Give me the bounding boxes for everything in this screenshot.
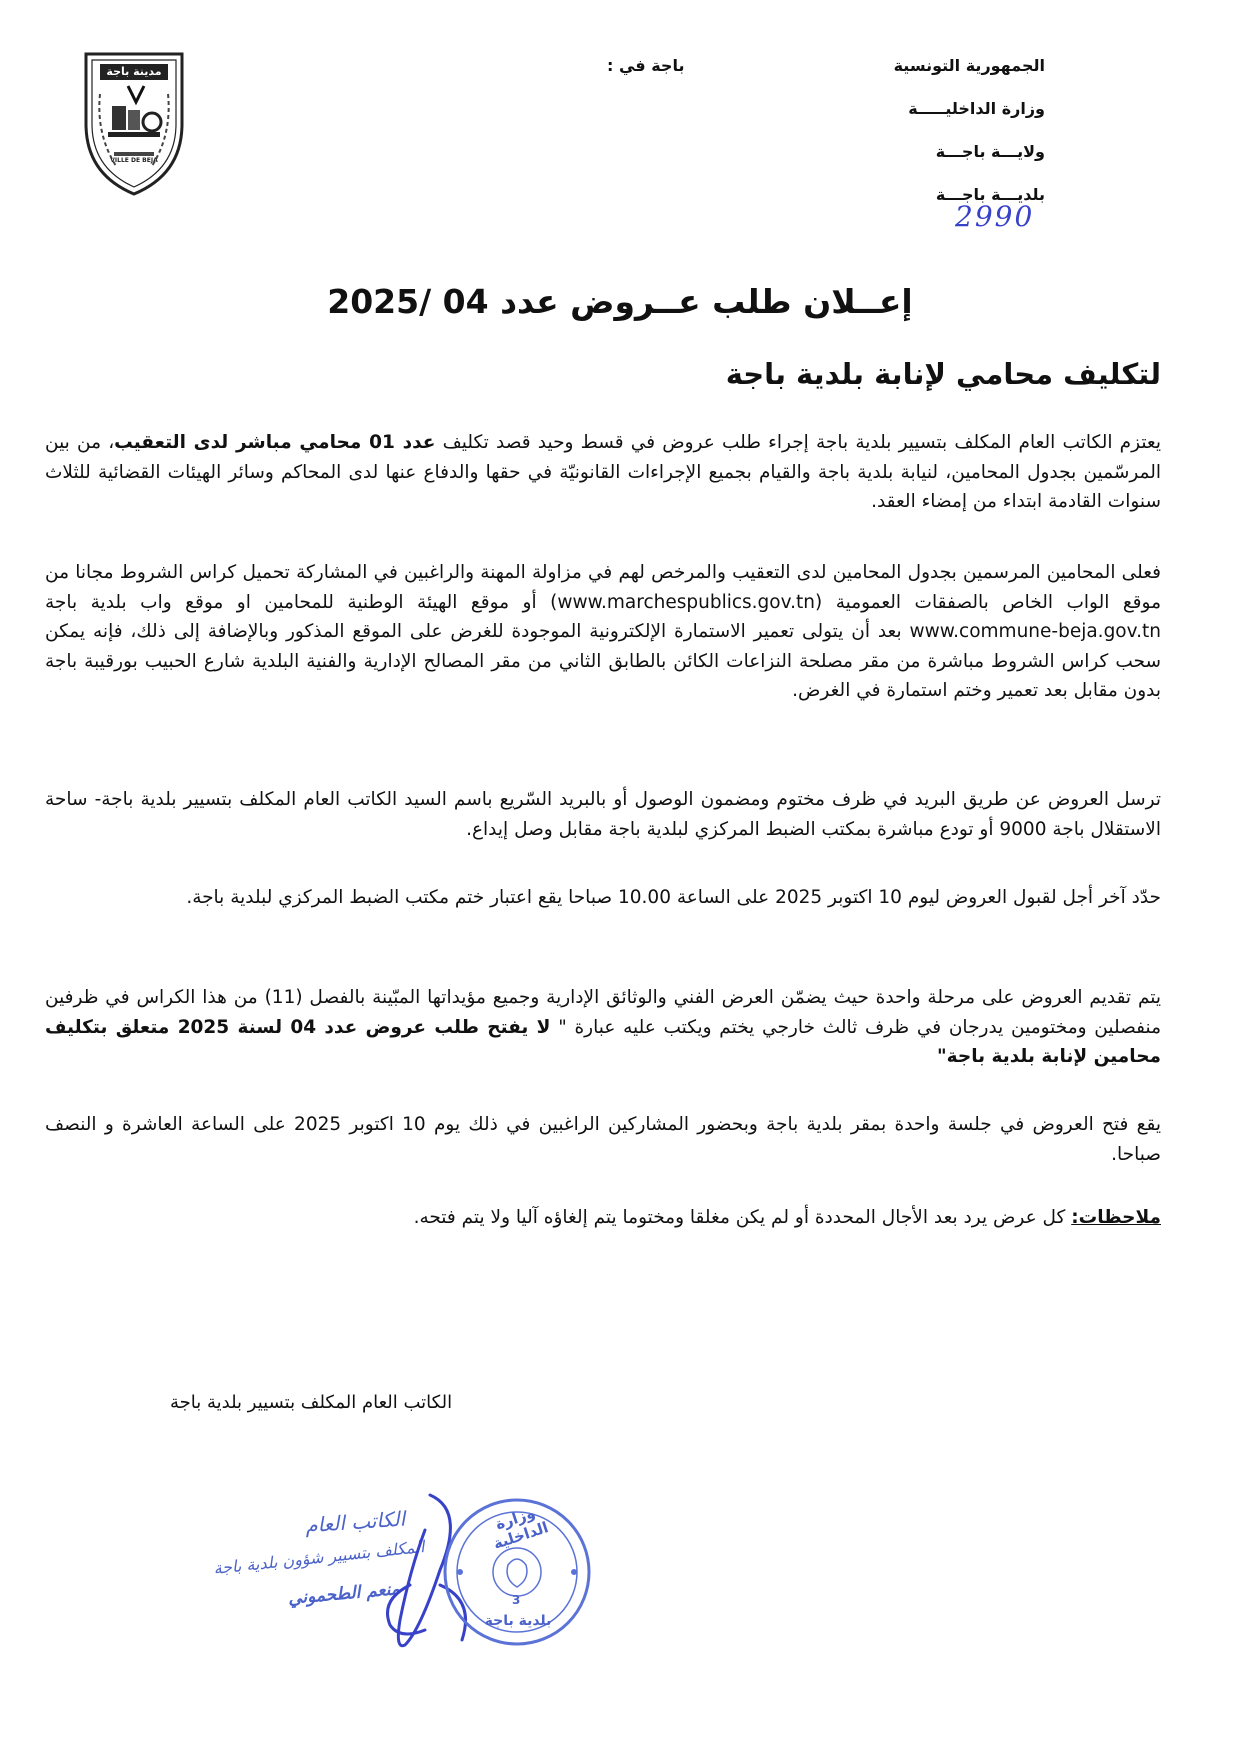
paragraph-download-conditions: فعلى المحامين المرسمين بجدول المحامين لدى التعقيب والمرخص لهم في مزاولة المهنة والراغبين في المشاركة تحميل كراس الشروط مجانا من موقع الواب الخاص بالصفقات العمومية (www.marchespublics.gov.tn) أو موقع الهيئة الوطنية للمحامين او موقع واب بلدية باجة www.commune-beja.gov.tn بعد أن يتولى تعمير الاستمارة الإلكترونية الموجودة للغرض على الموقع المذكور وبالإضافة إلى ذلك، فإنه يمكن سحب كراس الشروط مباشرة من مقر مصلحة النزاعات الكائن بالطابق الثاني من مقر المصالح الإدارية والفنية البلدية شارع الحبيب بورقيبة باجة بدون مقابل بعد تعمير وختم استمارة في الغرض.: [45, 562, 1161, 701]
stamp-round-bottom: بلدية باجة: [484, 1613, 552, 1629]
header-line-governorate: ولايـــة باجـــة: [935, 142, 1045, 161]
paragraph-intent: [45, 428, 1161, 517]
notes-line: [414, 1203, 1161, 1233]
logo-bottom-text: VILLE DE BEJA: [110, 157, 158, 164]
paragraph-deadline: حدّد آخر أجل لقبول العروض ليوم 10 اكتوبر 2025 على الساعة 10.00 صباحا يقع اعتبار ختم مكتب الضبط المركزي لبلدية باجة.: [186, 887, 1161, 908]
notice-title: إعــلان طلب عــروض عدد 04 /2025: [327, 282, 913, 321]
paragraph-intent-bold: عدد 01 محامي مباشر لدى التعقيب: [114, 432, 436, 453]
stamp-line-role: المكلف بتسيير شؤون بلدية باجة: [212, 1536, 426, 1579]
header-line-ministry: وزارة الداخليـــــة: [908, 99, 1045, 118]
paragraph-submission-method: ترسل العروض عن طريق البريد في ظرف مختوم ومضمون الوصول أو بالبريد السّريع باسم السيد الكاتب العام المكلف بتسيير بلدية باجة- ساحة الاستقلال باجة 9000 أو تودع مباشرة بمكتب الضبط المركزي لبلدية باجة مقابل وصل إيداع.: [45, 789, 1161, 840]
stamp-round-top: وزارة الداخلية: [491, 1503, 551, 1553]
notes-text: كل عرض يرد بعد الأجال المحددة أو لم يكن مغلقا ومختوما يتم إلغاؤه آليا ولا يتم فتحه.: [413, 1207, 1072, 1228]
stamp-round-number: 3: [512, 1593, 521, 1607]
paragraph-envelope-bold: لا يفتح طلب عروض عدد 04 لسنة 2025 متعلق بتكليف محامين لإنابة بلدية باجة": [45, 1016, 1161, 1067]
stamp-line-name: منعم الطحموني: [287, 1579, 401, 1609]
paragraph-intent-part-a: يعتزم الكاتب العام المكلف بتسيير بلدية باجة إجراء طلب عروض في قسط وحيد قصد تكليف: [435, 432, 1161, 453]
signatory-title: الكاتب العام المكلف بتسيير بلدية باجة: [170, 1392, 453, 1413]
place-date-label: باجة في :: [607, 56, 685, 75]
notice-subtitle: لتكليف محامي لإنابة بلدية باجة: [725, 357, 1161, 391]
logo-top-text: مدينة باجة: [106, 65, 162, 78]
official-round-stamp: [440, 1495, 595, 1650]
reference-number: 2990: [955, 200, 1035, 233]
notes-label: ملاحظات:: [1071, 1207, 1161, 1228]
header-line-municipality: بلديـــة باجـــة: [935, 185, 1045, 204]
stamp-line-title: الكاتب العام: [304, 1506, 406, 1538]
paragraph-envelope-rules: [45, 983, 1161, 1072]
paragraph-opening-session: يقع فتح العروض في جلسة واحدة بمقر بلدية باجة وبحضور المشاركين الراغبين في ذلك يوم 10 اكتوبر 2025 على الساعة العاشرة و النصف صباحا.: [45, 1114, 1161, 1165]
paragraph-intent-part-c: ، من بين المرسّمين بجدول المحامين، لنيابة بلدية باجة والقيام بجميع الإجراءات القانونيّة في حقها والدفاع عنها لدى المحاكم وسائر الهيئات القضائية للثلاث سنوات القادمة ابتداء من إمضاء العقد.: [45, 432, 1161, 512]
municipality-logo: [78, 44, 190, 199]
header-line-republic: الجمهورية التونسية: [893, 56, 1045, 75]
paragraph-envelope-part-a: يتم تقديم العروض على مرحلة واحدة حيث يضمّن العرض الفني والوثائق الإدارية وجميع مؤيداتها المبّينة بالفصل (11) من هذا الكراس في ظرفين منفصلين ومختومين يدرجان في ظرف ثالث خارجي يختم ويكتب عليه عبارة ": [45, 987, 1161, 1038]
